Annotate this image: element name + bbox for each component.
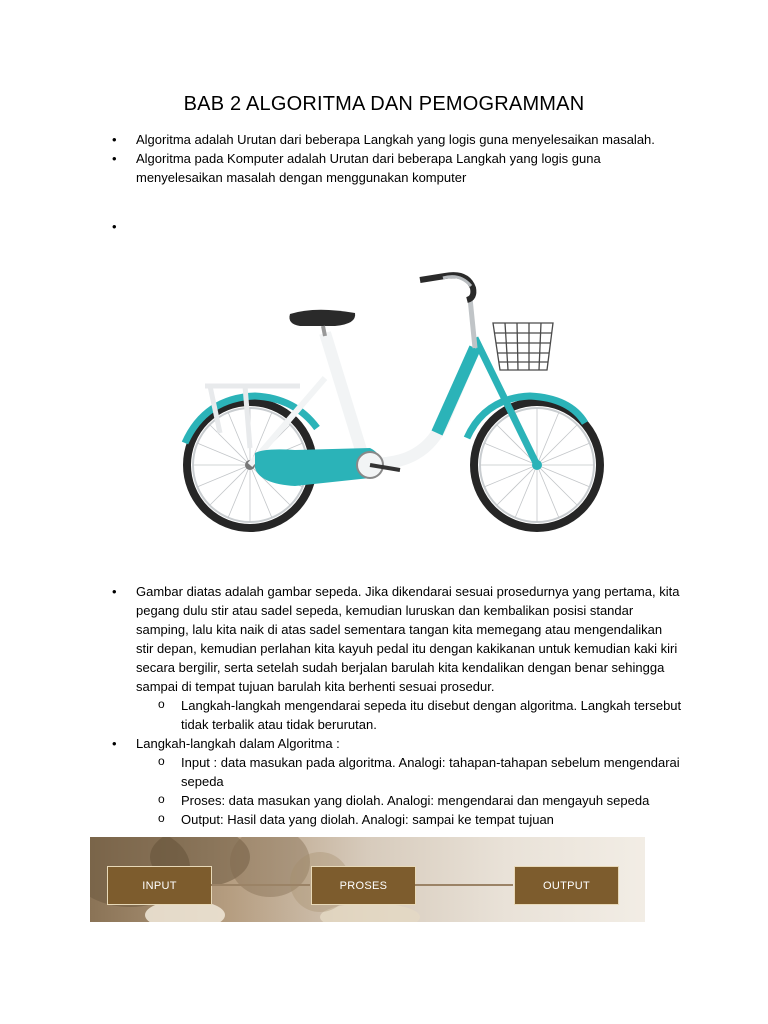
step-item-proses (136, 791, 682, 810)
main-bullet-list (112, 582, 682, 829)
step-text: Input : data masukan pada algoritma. Analogi: tahapan-tahapan sebelum mengendarai sepeda (181, 755, 680, 789)
step-item-input (136, 753, 682, 791)
input-process-output-diagram (90, 837, 645, 922)
list-item-empty (112, 217, 682, 236)
sub-list-item (136, 696, 682, 734)
proses-box: PROSES (311, 866, 416, 905)
saddle (289, 310, 355, 326)
step-text: Output: Hasil data yang diolah. Analogi: sampai ke tempat tujuan (181, 812, 554, 827)
bullet-text: Algoritma pada Komputer adalah Urutan dari beberapa Langkah yang logis guna menyelesaikan masalah dengan menggunakan komputer (136, 151, 601, 185)
list-item (112, 582, 682, 734)
output-box: OUTPUT (514, 866, 619, 905)
handlebar (420, 275, 473, 300)
paragraph-text: Gambar diatas adalah gambar sepeda. Jika dikendarai sesuai prosedurnya yang pertama, kita pegang dulu stir atau sadel sepeda, kemudian luruskan dan kembalikan posisi standar samping, lalu kita naik di atas sadel sementara tangan kita memegang atau mengendalikan stir depan, kemudian perlahan kita kayuh pedal itu dengan kakikanan untuk kemudian kaki kiri secara bergilir, serta setelah sudah berjalan barulah kita kendalikan dengan benar sehingga sampai di tempat tujuan barulah kita berhenti sesuai prosedur. (136, 584, 680, 694)
list-item (112, 734, 682, 829)
sub-paragraph-text: Langkah-langkah mengendarai sepeda itu disebut dengan algoritma. Langkah tersebut tidak terbalik atau tidak berurutan. (181, 698, 682, 732)
input-box: INPUT (107, 866, 212, 905)
bicycle-image (175, 258, 615, 548)
bullet-text: Algoritma adalah Urutan dari beberapa Langkah yang logis guna menyelesaikan masalah. (136, 132, 655, 147)
step-item-output (136, 810, 682, 829)
sub-list (136, 696, 682, 734)
step-text: Proses: data masukan yang diolah. Analogi: mengendarai dan mengayuh sepeda (181, 793, 650, 808)
list-item (112, 149, 682, 187)
steps-heading: Langkah-langkah dalam Algoritma : (136, 736, 340, 751)
list-item (112, 130, 682, 149)
steps-list (136, 753, 682, 829)
page-title: BAB 2 ALGORITMA DAN PEMOGRAMMAN (183, 93, 585, 115)
top-bullet-list (112, 130, 682, 236)
arrow-connector (211, 884, 310, 886)
front-basket (493, 323, 553, 370)
arrow-connector (415, 884, 513, 886)
